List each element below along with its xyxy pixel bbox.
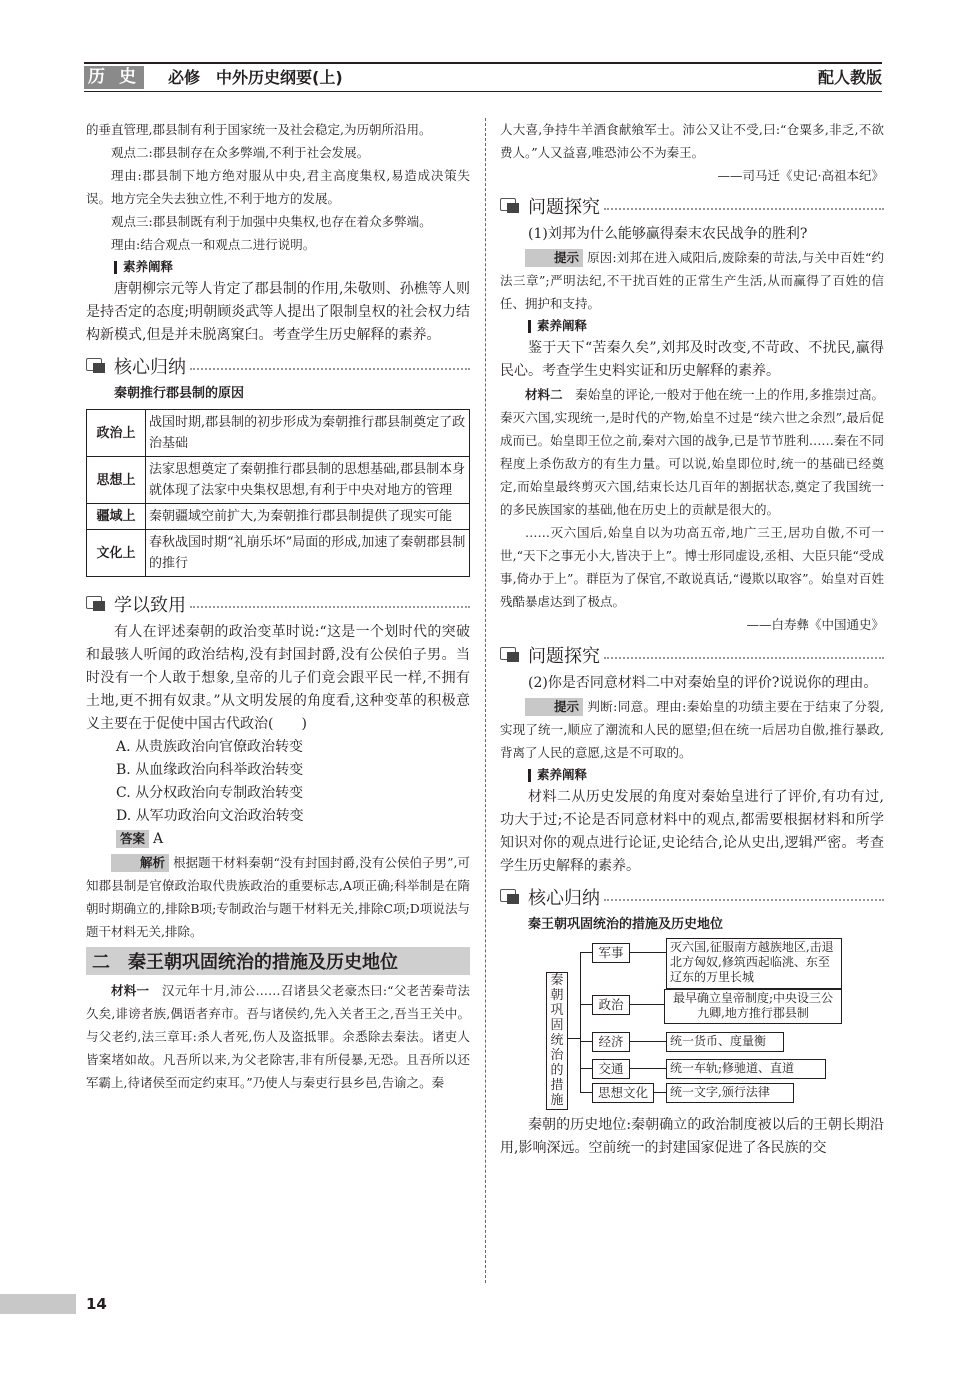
section-dotted-line xyxy=(604,208,884,218)
section-dotted-line xyxy=(604,899,884,909)
section-title: 问题探究 xyxy=(528,646,600,667)
edition-label: 配人教版 xyxy=(817,68,882,87)
measures-diagram xyxy=(500,938,884,1114)
analysis-text: 根据题干材料秦朝“没有封国封爵,没有公侯伯子男”,可知郡县制是官僚政治取代贵族政治的重要标志,A项正确;科举制是在隋朝时期确立的,排除B项;专制政治与题干材料无关,排除C项;D项说法与题干材料无关,排除。 xyxy=(86,855,470,939)
section-title: 核心归纳 xyxy=(114,357,186,378)
diagram-category: 经济 xyxy=(592,1032,630,1052)
literacy-label xyxy=(114,256,470,278)
table-value: 法家思想奠定了秦朝推行郡县制的思想基础,郡县制本身就体现了法家中央集权思想,有利于中央对地方的管理 xyxy=(146,457,470,504)
section-dotted-line xyxy=(604,657,884,667)
subject-label: 历 史 xyxy=(84,66,144,89)
answer-value: A xyxy=(153,831,164,847)
part-heading xyxy=(86,947,470,975)
material-text: 汉元年十月,沛公……召诸县父老豪杰曰:“父老苦秦苛法久矣,诽谤者族,偶语者弃市。吾与诸侯约,先入关者王之,吾当王关中。与父老约,法三章耳:杀人者死,伤人及盗抵罪。余悉除去秦法。诸吏人皆案堵如故。凡吾所以来,为父老除害,非有所侵暴,无恐。且吾所以还军霸上,待诸侯至而定约束耳。”乃使人与秦吏行县乡邑,告谕之。秦 xyxy=(86,983,470,1090)
answer-line xyxy=(116,828,470,851)
diagram-description: 最早确立皇帝制度;中央设三公九卿,地方推行郡县制 xyxy=(664,989,842,1024)
left-column xyxy=(86,118,470,1094)
section-dotted-line xyxy=(190,606,470,616)
hint-tag: 提示 xyxy=(525,698,583,716)
section-title: 学以致用 xyxy=(114,595,186,616)
paragraph: 人大喜,争持牛羊酒食献飨军士。沛公又让不受,曰:“仓粟多,非乏,不欲费人。”人又益喜,唯恐沛公不为秦王。 xyxy=(500,122,884,160)
section-dotted-line xyxy=(190,368,470,378)
table-row xyxy=(87,530,470,577)
diagram-connector xyxy=(630,952,666,953)
hint-text: 判断:同意。理由:秦始皇的功绩主要在于结束了分裂,实现了统一,顺应了潮流和人民的愿望;但在统一后居功自傲,推行暴政,背离了人民的意愿,这是不可取的。 xyxy=(500,699,884,760)
question-text: 有人在评述秦朝的政治变革时说:“这是一个划时代的突破和最骇人听闻的政治结构,没有封国封爵,没有公侯伯子男。当时没有一个人敢于想象,皇帝的儿子们竟会跟平民一样,不拥有土地,更不拥有奴隶。”从文明发展的角度看,这种变革的积极意义主要在于促使中国古代政治( ) xyxy=(86,624,470,732)
hint-tag: 提示 xyxy=(525,249,583,267)
diagram-description: 统一文字,颁行法律 xyxy=(666,1083,794,1103)
diagram-connector xyxy=(580,1041,592,1042)
section-heading xyxy=(86,353,470,379)
diagram-root: 秦朝巩固统治的措施 xyxy=(546,972,568,1110)
answer-tag: 答案 xyxy=(116,830,149,848)
section-icon xyxy=(500,198,522,214)
section-icon xyxy=(500,889,522,905)
diagram-description: 灭六国,征服南方越族地区,击退北方匈奴,修筑西起临洮、东至辽东的万里长城 xyxy=(666,938,842,989)
analysis-tag: 解析 xyxy=(111,854,169,872)
source-citation: ——白寿彝《中国通史》 xyxy=(746,617,884,632)
label-bar xyxy=(528,769,531,782)
diagram-connector xyxy=(630,1004,664,1005)
hint-text: 原因:刘邦在进入咸阳后,废除秦的苛法,与关中百姓“约法三章”;严明法纪,不干扰百姓的正常生产生活,从而赢得了百姓的信任、拥护和支持。 xyxy=(500,250,884,311)
diagram-category: 思想文化 xyxy=(592,1083,654,1103)
diagram-connector xyxy=(580,1068,592,1069)
label-bar xyxy=(114,261,117,274)
section-heading xyxy=(86,591,470,617)
table-row xyxy=(87,504,470,530)
label-text: 素养阐释 xyxy=(537,767,588,782)
right-column xyxy=(500,118,884,1160)
question-text: (1)刘邦为什么能够赢得秦末农民战争的胜利? xyxy=(528,226,808,242)
paragraph: 观点二:郡县制存在众多弊端,不利于社会发展。 xyxy=(111,145,370,160)
paragraph: 的垂直管理,郡县制有利于国家统一及社会稳定,为历朝所沿用。 xyxy=(86,122,432,137)
material-one xyxy=(86,979,470,1094)
table-key: 文化上 xyxy=(87,530,146,577)
source-citation: ——司马迁《史记·高祖本纪》 xyxy=(717,168,884,183)
section-title: 问题探究 xyxy=(528,197,600,218)
paragraph: 观点三:郡县制既有利于加强中央集权,也存在着众多弊端。 xyxy=(111,214,432,229)
header-bottom-rule xyxy=(84,91,882,92)
section-heading xyxy=(500,193,884,219)
table-key: 思想上 xyxy=(87,457,146,504)
table-row xyxy=(87,457,470,504)
option-b: B. 从血缘政治向科举政治转变 xyxy=(116,762,304,778)
book-title: 必修 中外历史纲要(上) xyxy=(168,68,343,87)
diagram-category: 军事 xyxy=(592,943,630,963)
paragraph: 理由:结合观点一和观点二进行说明。 xyxy=(111,237,316,252)
paragraph: 唐朝柳宗元等人肯定了郡县制的作用,朱敬则、孙樵等人则是持否定的态度;明朝顾炎武等人提出了限制皇权的社会权力结构新模式,但是并未脱离窠臼。考查学生历史解释的素养。 xyxy=(86,281,470,343)
part-title: 二 秦王朝巩固统治的措施及历史地位 xyxy=(92,952,398,973)
option-c: C. 从分权政治向专制政治转变 xyxy=(116,785,304,801)
material-text: 秦始皇的评论,一般对于他在统一上的作用,多推崇过高。秦灭六国,实现统一,是时代的产物,始皇不过是“续六世之余烈”,最后促成而已。始皇即王位之前,秦对六国的战争,已是节节胜利……秦在不同程度上杀伤敌方的有生力量。可以说,始皇即位时,统一的基础已经奠定,而始皇最终剪灭六国,结束长达几百年的割据状态,奠定了我国统一的多民族国家的基础,他在历史上的贡献是很大的。 xyxy=(500,387,884,517)
column-divider xyxy=(485,118,486,1283)
diagram-connector xyxy=(630,1041,666,1042)
reasons-table xyxy=(86,409,470,577)
diagram-category: 政治 xyxy=(592,995,630,1015)
table-row xyxy=(87,410,470,457)
table-value: 战国时期,郡县制的初步形成为秦朝推行郡县制奠定了政治基础 xyxy=(146,410,470,457)
diagram-connector xyxy=(654,1092,666,1093)
section-icon xyxy=(86,596,108,612)
material-tag: 材料一 xyxy=(111,983,150,998)
diagram-connector xyxy=(580,1004,592,1005)
paragraph: 秦朝的历史地位:秦朝确立的政治制度被以后的王朝长期沿用,影响深远。空前统一的封建国家促进了各民族的交 xyxy=(500,1117,884,1156)
hint-paragraph xyxy=(500,246,884,315)
page-number: 14 xyxy=(86,1295,107,1313)
diagram-description: 统一货币、度量衡 xyxy=(666,1032,784,1052)
question-text: (2)你是否同意材料二中对秦始皇的评价?说说你的理由。 xyxy=(528,675,878,691)
diagram-description: 统一车轨;修驰道、直道 xyxy=(666,1059,826,1079)
diagram-connector xyxy=(580,952,592,953)
section-icon xyxy=(500,647,522,663)
label-text: 素养阐释 xyxy=(123,259,174,274)
diagram-category: 交通 xyxy=(592,1059,630,1079)
section-title: 核心归纳 xyxy=(528,888,600,909)
table-key: 政治上 xyxy=(87,410,146,457)
table-title: 秦朝推行郡县制的原因 xyxy=(114,386,245,401)
label-bar xyxy=(528,320,531,333)
section-icon xyxy=(86,358,108,374)
diagram-connector xyxy=(567,1038,580,1039)
page-header xyxy=(84,62,882,92)
material-two xyxy=(500,383,884,521)
hint-paragraph xyxy=(500,695,884,764)
literacy-label xyxy=(528,764,884,786)
section-heading xyxy=(500,642,884,668)
option-a: A. 从贵族政治向官僚政治转变 xyxy=(116,739,304,755)
diagram-connector xyxy=(580,1092,592,1093)
options-list xyxy=(86,736,470,828)
paragraph: ……灭六国后,始皇自以为功高五帝,地广三王,居功自傲,不可一世,“天下之事无小大,皆决于上”。博士形同虚设,丞相、大臣只能“受成事,倚办于上”。群臣为了保官,不敢说真话,“谩欺以取容”。始皇对百姓残酷暴虐达到了极点。 xyxy=(500,525,884,609)
diagram-title: 秦王朝巩固统治的措施及历史地位 xyxy=(528,917,724,932)
literacy-label xyxy=(528,315,884,337)
diagram-trunk xyxy=(580,952,581,1092)
table-value: 秦朝疆域空前扩大,为秦朝推行郡县制提供了现实可能 xyxy=(146,504,470,530)
label-text: 素养阐释 xyxy=(537,318,588,333)
paragraph: 鉴于天下“苦秦久矣”,刘邦及时改变,不苛政、不扰民,赢得民心。考查学生史料实证和历史解释的素养。 xyxy=(500,340,884,379)
paragraph: 材料二从历史发展的角度对秦始皇进行了评价,有功有过,功大于过;不论是否同意材料中的观点,都需要根据材料和所学知识对你的观点进行论证,史论结合,论从史出,逻辑严密。考查学生历史解释的素养。 xyxy=(500,789,884,874)
footer-bar xyxy=(0,1294,76,1314)
section-heading xyxy=(500,884,884,910)
header-top-rule xyxy=(84,62,882,64)
table-value: 春秋战国时期“礼崩乐坏”局面的形成,加速了秦朝郡县制的推行 xyxy=(146,530,470,577)
table-key: 疆域上 xyxy=(87,504,146,530)
option-d: D. 从军功政治向文治政治转变 xyxy=(116,808,304,824)
analysis-paragraph xyxy=(86,851,470,943)
diagram-connector xyxy=(630,1068,666,1069)
material-tag: 材料二 xyxy=(525,387,563,402)
paragraph: 理由:郡县制下地方绝对服从中央,君主高度集权,易造成决策失误。地方完全失去独立性,不利于地方的发展。 xyxy=(86,168,470,206)
